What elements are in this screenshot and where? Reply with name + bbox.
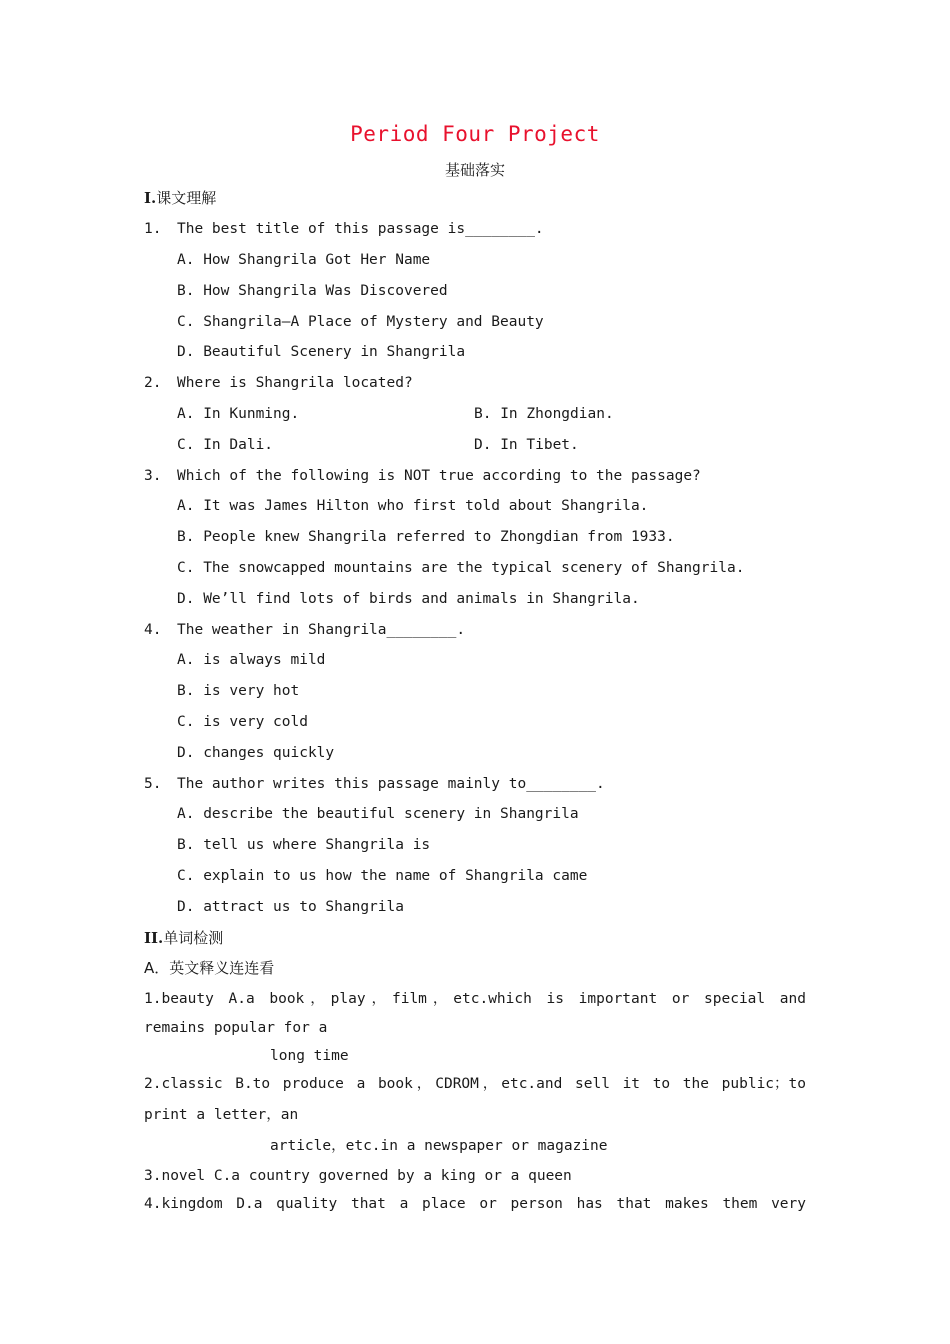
section-heading-2 bbox=[144, 928, 223, 948]
vocab-line: 4.kingdom D.a quality that a place or person has that makes them very bbox=[144, 1196, 806, 1212]
section-label: 课文理解 bbox=[156, 189, 217, 207]
question-number: 3. bbox=[144, 468, 162, 484]
option: C. In Dali. bbox=[177, 437, 274, 453]
question-stem: Which of the following is NOT true according to the passage? bbox=[177, 468, 701, 484]
question-2 bbox=[144, 373, 413, 393]
option: D. Beautiful Scenery in Shangrila bbox=[177, 344, 466, 360]
question-stem: The best title of this passage is________. bbox=[177, 221, 544, 237]
option: C. explain to us how the name of Shangrila came bbox=[177, 868, 588, 884]
question-number: 1. bbox=[144, 221, 162, 237]
option: D. changes quickly bbox=[177, 745, 335, 761]
question-stem: The author writes this passage mainly to________. bbox=[177, 776, 605, 792]
option: A. It was James Hilton who first told about Shangrila. bbox=[177, 498, 649, 514]
option: D. attract us to Shangrila bbox=[177, 899, 404, 915]
vocab-line: article，etc.in a newspaper or magazine bbox=[270, 1138, 608, 1154]
vocab-line: remains popular for a bbox=[144, 1020, 328, 1036]
option: B. In Zhongdian. bbox=[474, 406, 614, 422]
question-4 bbox=[144, 620, 466, 640]
vocab-line: 2.classic B.to produce a book，CDROM，etc.and sell it to the public；to bbox=[144, 1076, 806, 1092]
vocab-line: 1.beauty A.a book，play，film，etc.which is important or special and bbox=[144, 991, 806, 1007]
option: C. is very cold bbox=[177, 714, 308, 730]
question-number: 2. bbox=[144, 375, 162, 391]
option: D. We’ll find lots of birds and animals in Shangrila. bbox=[177, 591, 640, 607]
option: D. In Tibet. bbox=[474, 437, 579, 453]
option: B. tell us where Shangrila is bbox=[177, 837, 431, 853]
option: B. How Shangrila Was Discovered bbox=[177, 283, 448, 299]
section-number: I. bbox=[144, 189, 157, 207]
option: A. describe the beautiful scenery in Shangrila bbox=[177, 806, 579, 822]
question-stem: Where is Shangrila located? bbox=[177, 375, 413, 391]
question-5 bbox=[144, 774, 605, 794]
question-stem: The weather in Shangrila________. bbox=[177, 622, 466, 638]
option: B. People knew Shangrila referred to Zhongdian from 1933. bbox=[177, 529, 675, 545]
section-heading-1 bbox=[144, 188, 216, 208]
question-1 bbox=[144, 219, 544, 239]
option: B. is very hot bbox=[177, 683, 300, 699]
section-number: II. bbox=[144, 929, 164, 947]
question-number: 5. bbox=[144, 776, 162, 792]
question-number: 4. bbox=[144, 622, 162, 638]
vocab-line: print a letter，an bbox=[144, 1107, 299, 1123]
vocab-line: long time bbox=[270, 1048, 349, 1064]
option: C. The snowcapped mountains are the typical scenery of Shangrila. bbox=[177, 560, 745, 576]
question-3 bbox=[144, 466, 701, 486]
part-a-heading: A．英文释义连连看 bbox=[144, 959, 275, 977]
option: A. is always mild bbox=[177, 652, 326, 668]
option: C. Shangrila—A Place of Mystery and Beauty bbox=[177, 314, 544, 330]
page-subtitle: 基础落实 bbox=[444, 161, 505, 179]
section-label: 单词检测 bbox=[163, 929, 224, 947]
option: A. In Kunming. bbox=[177, 406, 300, 422]
option: A. How Shangrila Got Her Name bbox=[177, 252, 431, 268]
page-title: Period Four Project bbox=[350, 122, 600, 146]
vocab-line: 3.novel C.a country governed by a king or a queen bbox=[144, 1168, 572, 1184]
